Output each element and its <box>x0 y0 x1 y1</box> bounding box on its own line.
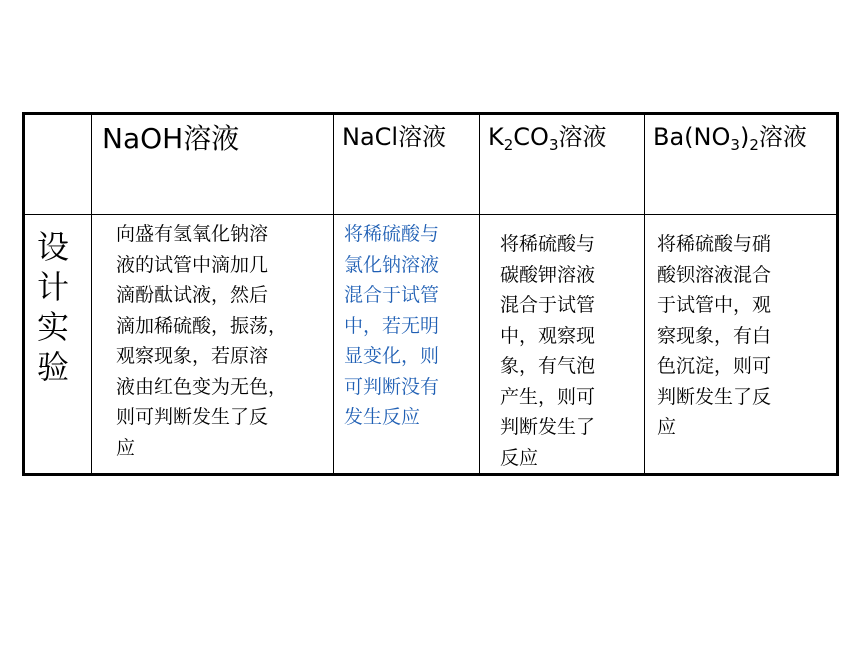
header-bano3-label: $Ba(NO_3)_2$溶液 <box>653 123 807 154</box>
row-label: 设 计 实 验 <box>37 228 70 386</box>
cell-nacl <box>334 215 480 475</box>
cell-naoh-text: 向盛有氢氧化钠溶 液的试管中滴加几 滴酚酞试液，然后 滴加稀硫酸，振荡， 观察现象，若原溶 液由红色变为无色， 则可判断发生了反 应 <box>116 223 288 459</box>
cell-nacl-text: 将稀硫酸与 氯化钠溶液 混合于试管 中，若无明 显变化，则 可判断没有 发生反应 <box>344 223 440 428</box>
cell-k2co3-text: 将稀硫酸与 碳酸钾溶液 混合于试管 中，观察现 象，有气泡 产生，则可 判断发生了 反应 <box>500 233 596 469</box>
cell-k2co3 <box>480 215 645 475</box>
row-label-cell <box>24 215 92 475</box>
cell-bano3-text: 将稀硫酸与硝 酸钡溶液混合 于试管中，观 察现象，有白 色沉淀，则可 判断发生了反 应 <box>657 233 772 438</box>
design-row <box>24 215 838 475</box>
header-naoh-label: NaOH溶液 <box>102 122 240 155</box>
header-nacl-label: NaCl溶液 <box>342 123 447 151</box>
header-bano3 <box>645 114 838 215</box>
header-k2co3 <box>480 114 645 215</box>
experiment-table <box>22 112 839 476</box>
cell-naoh <box>92 215 334 475</box>
header-k2co3-label: $K_2CO_3$溶液 <box>488 123 607 154</box>
header-nacl <box>334 114 480 215</box>
header-row <box>24 114 838 215</box>
header-naoh <box>92 114 334 215</box>
cell-bano3 <box>645 215 838 475</box>
corner-cell <box>24 114 92 215</box>
